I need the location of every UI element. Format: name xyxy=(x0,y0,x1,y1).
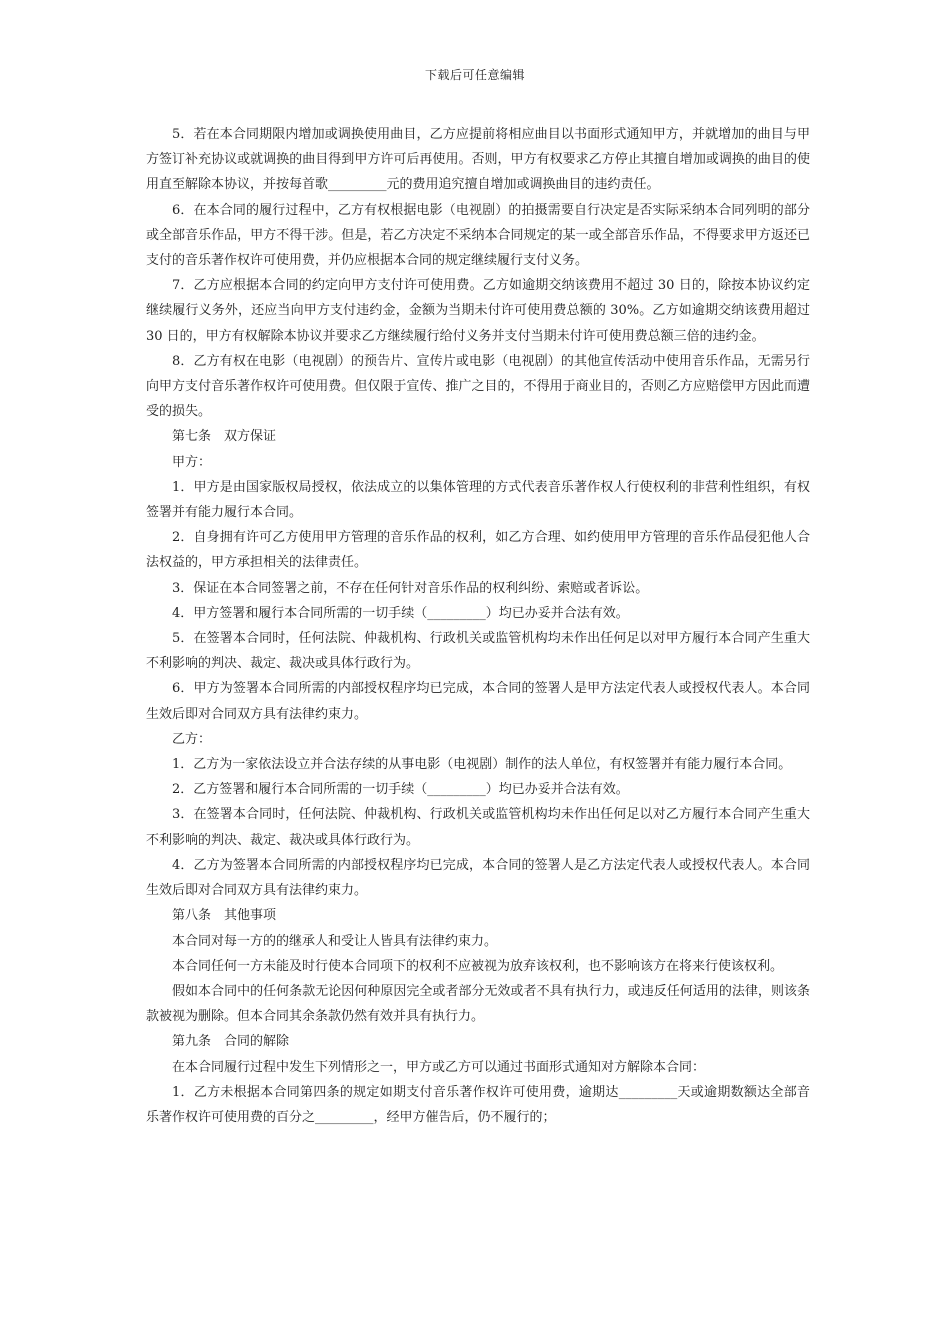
party-a-warranty-4: 4．甲方签署和履行本合同所需的一切手续（_________）均已办妥并合法有效。 xyxy=(172,605,629,621)
party-a-warranty-5: 5．在签署本合同时，任何法院、仲裁机构、行政机关或监管机构均未作出任何足以对甲方履行本合同产生重大不利影响的判决、裁定、裁决或具体行政行为。 xyxy=(146,631,810,672)
article-8-para-1: 本合同对每一方的的继承人和受让人皆具有法律约束力。 xyxy=(172,933,498,949)
article-8-para-3: 假如本合同中的任何条款无论因何种原因完全或者部分无效或者不具有执行力，或违反任何适用的法律，则该条款被视为删除。但本合同其余条款仍然有效并具有执行力。 xyxy=(146,983,810,1025)
clause-5-additional-tracks: 5．若在本合同期限内增加或调换使用曲目，乙方应提前将相应曲目以书面形式通知甲方，并就增加的曲目与甲方签订补充协议或就调换的曲目得到甲方许可后再使用。否则，甲方有权要求乙方停止其擅自增加或调换的曲目的使用直至解除本协议，并按每首歌_________元的费用追究擅自增加或调换曲目的违约责任。 xyxy=(146,127,810,193)
clause-8-promotional-use: 8．乙方有权在电影（电视剧）的预告片、宣传片或电影（电视剧）的其他宣传活动中使用音乐作品，无需另行向甲方支付音乐著作权许可使用费。但仅限于宣传、推广之目的，不得用于商业目的，否则乙方应赔偿甲方因此而遭受的损失。 xyxy=(146,353,810,420)
page-header: 下载后可任意编辑 xyxy=(424,68,525,82)
party-a-warranty-3: 3．保证在本合同签署之前，不存在任何针对音乐作品的权利纠纷、索赔或者诉讼。 xyxy=(172,580,649,596)
clause-6-selection-rights: 6．在本合同的履行过程中，乙方有权根据电影（电视剧）的拍摄需要自行决定是否实际采纳本合同列明的部分或全部音乐作品，甲方不得干涉。但是，若乙方决定不采纳本合同规定的某一或全部音乐作品，不得要求甲方返还已支付的音乐著作权许可使用费，并仍应根据本合同的规定继续履行支付义务。 xyxy=(146,202,810,269)
party-a-warranty-2: 2．自身拥有许可乙方使用甲方管理的音乐作品的权利，如乙方合理、如约使用甲方管理的音乐作品侵犯他人合法权益的，甲方承担相关的法律责任。 xyxy=(146,530,810,571)
party-b-warranty-3: 3．在签署本合同时，任何法院、仲裁机构、行政机关或监管机构均未作出任何足以对乙方履行本合同产生重大不利影响的判决、裁定、裁决或具体行政行为。 xyxy=(146,807,810,848)
party-b-warranty-1: 1．乙方为一家依法设立并合法存续的从事电影（电视剧）制作的法人单位，有权签署并有能力履行本合同。 xyxy=(172,757,792,773)
party-b-warranty-4: 4．乙方为签署本合同所需的内部授权程序均已完成，本合同的签署人是乙方法定代表人或授权代表人。本合同生效后即对合同双方具有法律约束力。 xyxy=(146,857,810,899)
article-9-item-1: 1．乙方未根据本合同第四条的规定如期支付音乐著作权许可使用费，逾期达_________天或逾期数额达全部音乐著作权许可使用费的百分之_________，经甲方催告后，仍不履行的； xyxy=(146,1084,810,1125)
party-a-label: 甲方： xyxy=(172,454,212,470)
article-7-heading: 第七条 双方保证 xyxy=(172,429,277,445)
document-body xyxy=(146,122,815,1130)
article-9-intro: 在本合同履行过程中发生下列情形之一，甲方或乙方可以通过书面形式通知对方解除本合同： xyxy=(172,1059,706,1075)
clause-7-license-fee-payment: 7．乙方应根据本合同的约定向甲方支付许可使用费。乙方如逾期交纳该费用不超过 30 日的，除按本协议约定继续履行义务外，还应当向甲方支付违约金，金额为当期未付许可使用费总额的 30%。乙方如逾期交纳该费用超过 30 日的，甲方有权解除本协议并要求乙方继续履行给付义务并支付当期未付许可使用费总额三倍的违约金。 xyxy=(146,278,815,344)
party-b-label: 乙方： xyxy=(172,731,212,747)
article-8-para-2: 本合同任何一方未能及时行使本合同项下的权利不应被视为放弃该权利，也不影响该方在将来行使该权利。 xyxy=(172,958,784,974)
article-9-heading: 第九条 合同的解除 xyxy=(172,1034,290,1050)
article-8-heading: 第八条 其他事项 xyxy=(172,908,277,924)
party-a-warranty-1: 1．甲方是由国家版权局授权，依法成立的以集体管理的方式代表音乐著作权人行使权利的非营利性组织，有权签署并有能力履行本合同。 xyxy=(146,479,810,521)
party-b-warranty-2: 2．乙方签署和履行本合同所需的一切手续（_________）均已办妥并合法有效。 xyxy=(172,782,629,798)
party-a-warranty-6: 6．甲方为签署本合同所需的内部授权程序均已完成，本合同的签署人是甲方法定代表人或授权代表人。本合同生效后即对合同双方具有法律约束力。 xyxy=(146,681,810,722)
